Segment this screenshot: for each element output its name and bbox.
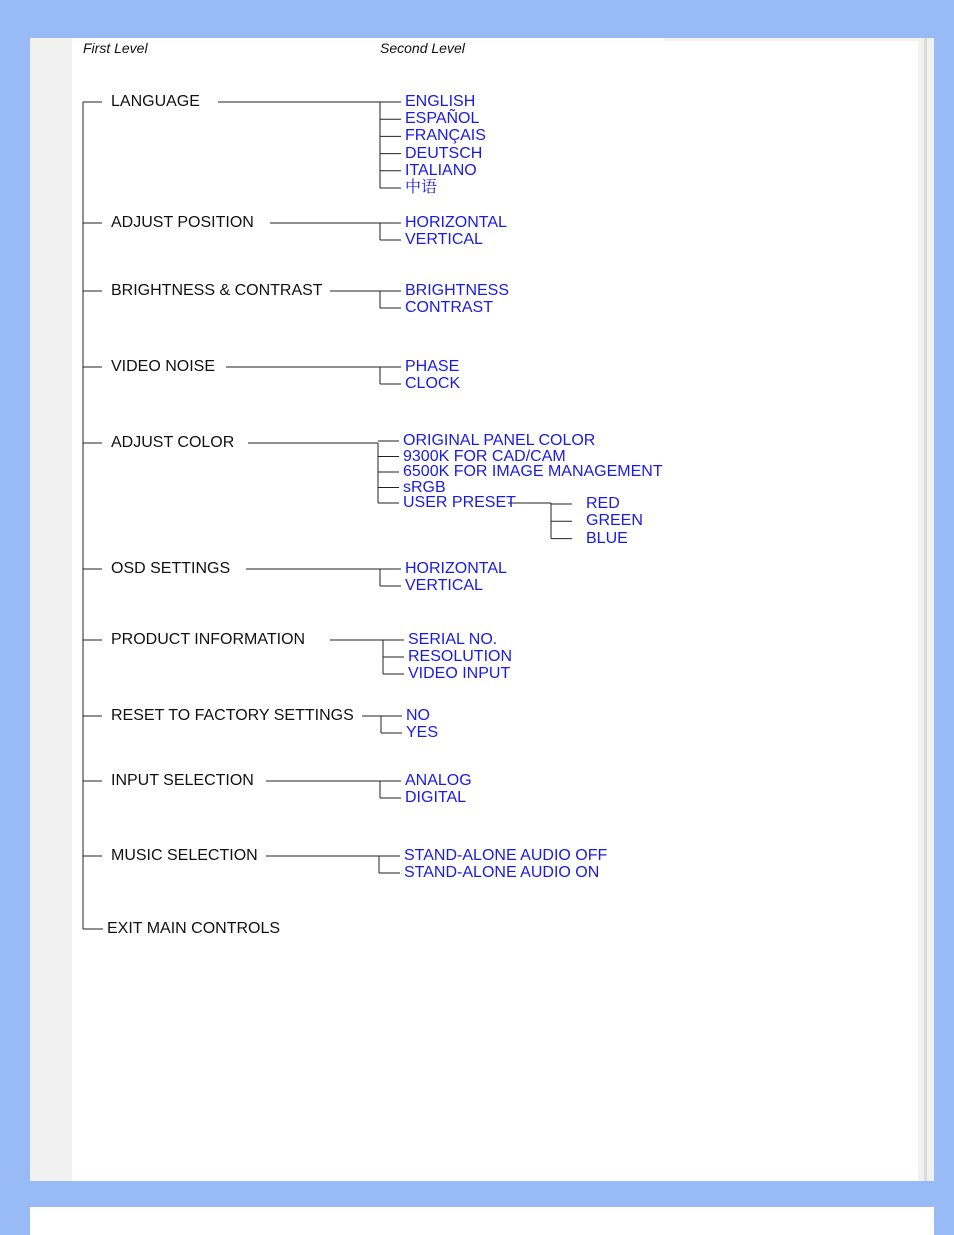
first-level-reset-to-factory-settings: RESET TO FACTORY SETTINGS [111, 707, 354, 724]
second-level-adjust-color-4: USER PRESET [403, 494, 516, 511]
second-level-language-0: ENGLISH [405, 93, 476, 110]
first-level-music-selection: MUSIC SELECTION [111, 847, 258, 864]
second-level-video-noise-1: CLOCK [405, 375, 461, 392]
second-level-language-5: 中语 [405, 179, 438, 196]
first-level-exit-main-controls: EXIT MAIN CONTROLS [107, 920, 281, 937]
second-level-osd-settings-0: HORIZONTAL [405, 560, 507, 577]
first-level-product-information: PRODUCT INFORMATION [111, 631, 306, 648]
second-level-music-selection-1: STAND-ALONE AUDIO ON [404, 864, 600, 881]
second-level-language-4: ITALIANO [405, 161, 477, 179]
second-level-brightness-contrast-0: BRIGHTNESS [405, 282, 510, 299]
first-level-brightness-contrast: BRIGHTNESS & CONTRAST [111, 282, 323, 299]
first-level-input-selection: INPUT SELECTION [111, 772, 254, 789]
first-level-language: LANGUAGE [111, 93, 200, 110]
second-level-language-1: ESPAÑOL [405, 110, 480, 128]
third-level-user-preset-0: RED [586, 495, 620, 512]
second-level-reset-to-factory-settings-1: YES [406, 724, 439, 741]
second-level-adjust-color-1: 9300K FOR CAD/CAM [403, 447, 566, 465]
second-level-heading: Second Level [380, 40, 465, 56]
second-level-brightness-contrast-1: CONTRAST [405, 299, 493, 316]
second-level-input-selection-1: DIGITAL [405, 789, 467, 806]
second-level-adjust-color-2: 6500K FOR IMAGE MANAGEMENT [403, 463, 663, 480]
third-level-user-preset-1: GREEN [586, 512, 643, 530]
second-level-video-noise-0: PHASE [405, 358, 460, 375]
second-level-product-information-0: SERIAL NO. [408, 631, 498, 648]
first-level-heading: First Level [83, 40, 148, 56]
second-level-osd-settings-1: VERTICAL [405, 577, 483, 594]
first-level-osd-settings: OSD SETTINGS [111, 560, 231, 577]
second-level-music-selection-0: STAND-ALONE AUDIO OFF [404, 847, 608, 864]
second-level-language-3: DEUTSCH [405, 144, 483, 162]
second-level-adjust-position-0: HORIZONTAL [405, 214, 507, 231]
second-level-product-information-1: RESOLUTION [408, 648, 513, 665]
second-level-language-2: FRANÇAIS [405, 127, 486, 145]
second-level-adjust-color-0: ORIGINAL PANEL COLOR [403, 432, 596, 449]
second-level-adjust-color-3: sRGB [403, 478, 446, 496]
first-level-adjust-color: ADJUST COLOR [111, 434, 235, 451]
first-level-video-noise: VIDEO NOISE [111, 358, 216, 375]
third-level-user-preset-2: BLUE [586, 529, 628, 547]
second-level-adjust-position-1: VERTICAL [405, 231, 483, 248]
first-level-adjust-position: ADJUST POSITION [111, 214, 254, 231]
second-level-product-information-2: VIDEO INPUT [408, 665, 511, 682]
second-level-input-selection-0: ANALOG [405, 772, 472, 789]
second-level-reset-to-factory-settings-0: NO [406, 707, 430, 724]
